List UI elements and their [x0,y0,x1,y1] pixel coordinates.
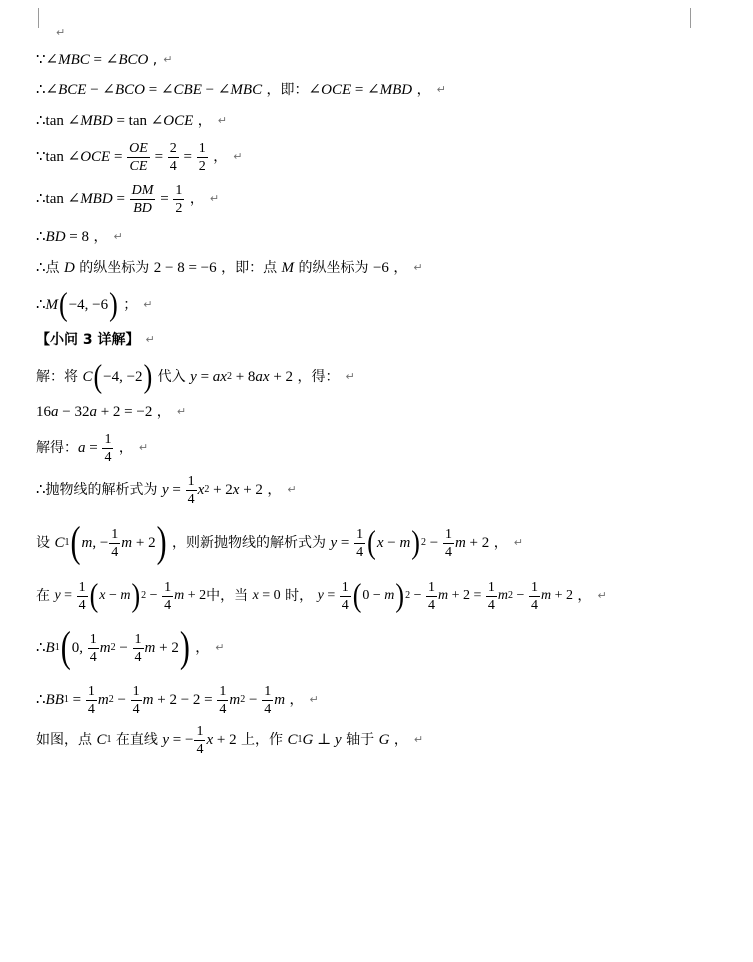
return-mark: ↵ [413,261,423,274]
text-line: ∴tan ∠ MBD = tan ∠ OCE ， ↵ [36,113,227,129]
return-mark: ↵ [436,83,446,96]
text-line: ∴ 抛物线的解析式为 y = $\frac{1}{4}$ x 2 + 2 x + 2 ， ↵ [36,473,297,507]
return-mark: ↵ [209,192,220,205]
return-mark: ↵ [113,230,123,243]
return-mark: ↵ [309,693,319,706]
page-corner-mark-right [690,8,691,28]
return-mark: ↵ [513,536,523,549]
text-line: ∴ 点 D 的纵坐标为 2 − 8 = −6 ，即：点 M 的纵坐标为 −6 ， ↵ [36,260,423,276]
return-mark: ↵ [345,370,355,383]
text-line: 如图，点 C 1 在直线 y = − $\frac{1}{4}$ x + 2 上，作 C 1 G ⊥ y 轴于 G ， ↵ [36,723,424,757]
return-mark: ↵ [217,114,227,127]
return-mark: ↵ [413,733,424,746]
return-mark: ↵ [287,483,297,496]
text-line: 16 a − 32 a + 2 = −2 ， ↵ [36,404,187,420]
text-line: ∴ BB 1 = $\frac{1}{4}$ m 2 − $\frac{1}{4}$ m + 2 − 2 = $\frac{1}{4}$ m 2 − $\frac{1}{4}$ m ， ↵ [36,683,319,717]
return-mark: ↵ [176,405,187,418]
text-line: 解：将 C ( −4, −2 ) 代入 y = ax 2 + 8 ax + 2 ，得： ↵ [36,358,355,395]
return-mark: ↵ [597,589,607,602]
return-mark: ↵ [215,641,225,654]
text-line: 在 y = $\frac{1}{4}$ ( x − m ) 2 − $\frac{1}{4}$ m + 2 中，当 x = 0 时， y = $\frac{1}{4}$ ( 0 − m ) 2 − $\frac{1}{4}$ m + 2 = $\frac{1}{4}$ m 2 − $\frac{1}{4}$ m + 2 ， ↵ [36,577,607,614]
text-line: ∴ M ( −4, −6 ) ； ↵ [36,286,153,323]
return-mark: ↵ [143,298,153,311]
text-line: ∵∠ MBC = ∠ BCO , ↵ [36,52,173,68]
text-line: 解得： a = $\frac{1}{4}$ ， ↵ [36,431,149,465]
text-line: ∴tan ∠ MBD = $\frac{DM}{BD}$ = $\frac{1}{2}$ ， ↵ [36,182,220,216]
text-line: ∴ B 1 ( 0, 1 4 m 2 − $\frac{1}{4}$ m + 2 ) ， ↵ [36,623,225,672]
return-mark: ↵ [163,53,173,66]
return-mark: ↵ [56,26,66,39]
text-line: ∴ BD = 8 ， ↵ [36,229,123,245]
text-line: ∵tan ∠ OCE = $\frac{OE}{CE}$ = $\frac{2}{4}$ = $\frac{1}{2}$ ， ↵ [36,140,243,174]
return-mark: ↵ [145,333,155,346]
section-heading: 【小问 3 详解】 ↵ [36,332,155,348]
text-line: 设 C 1 ( m , − $\frac{1}{4}$ m + 2 ) ，则新抛物线的解析式为 y = $\frac{1}{4}$ ( x − m ) 2 − $\frac{1}{4}$ m + 2 ， ↵ [36,518,523,567]
page-corner-mark-left [38,8,39,28]
text-line: ∴∠ BCE − ∠ BCO = ∠ CBE − ∠ MBC ，即： ∠ OCE = ∠ MBD ， ↵ [36,82,446,98]
return-mark: ↵ [233,150,243,163]
return-mark: ↵ [138,441,149,454]
